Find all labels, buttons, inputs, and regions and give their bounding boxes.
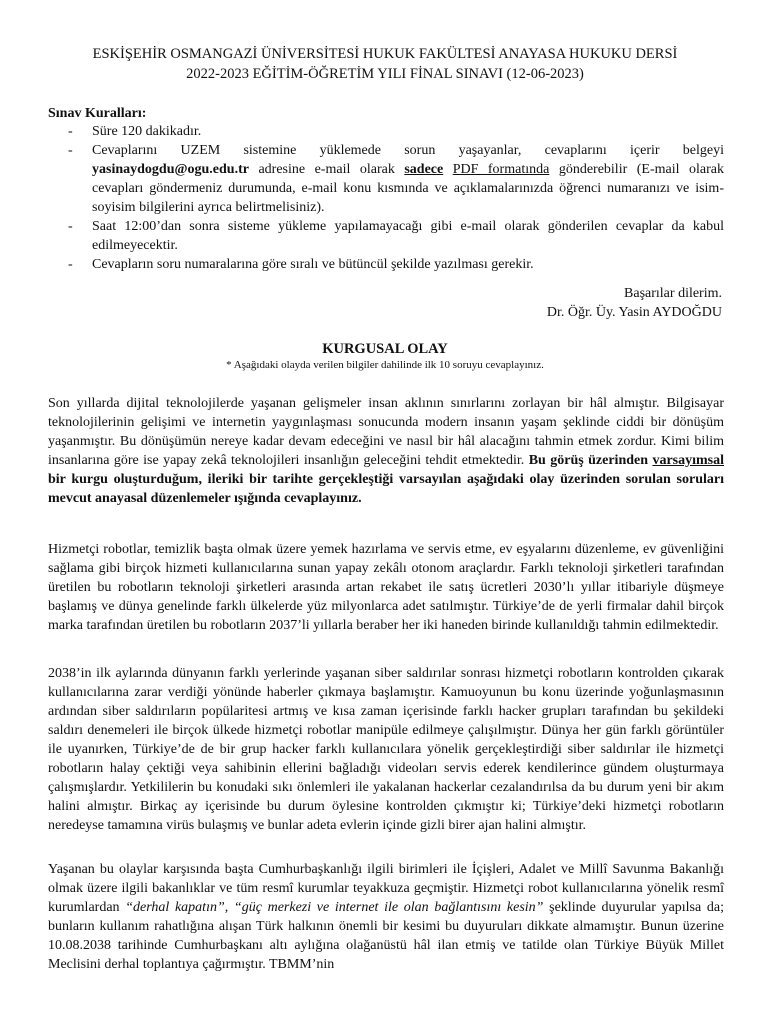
header-exam-line: 2022-2023 EĞİTİM-ÖĞRETİM YILI FİNAL SINAVI (12-06-2023) bbox=[186, 66, 584, 82]
paragraph-robots: Hizmetçi robotlar, temizlik başta olmak üzere yemek hazırlama ve servis etme, ev eşyalarını düzenleme, ev güvenliğini sağlama gibi birçok hizmeti kullanıcılarına sunan yapay zekâlı otonom araçlardır. Farklı teknoloji şirketleri tarafından üretilen bu robotların teknoloji şirketleri arasında artan rekabet ile satış ücretleri 2030’lı yıllar itibariyle düşmeye başlamış ve dünya genelinde farklı ülkelerde yüz milyonlarca adet satılmıştır. Türkiye’de de yerli firmalar dahil birçok marka tarafından üretilen bu robotların 2037’li yıllarla beraber her iki haneden birinde kullanıldığı tahmin edilmektedir. bbox=[48, 542, 724, 633]
signature-text: Dr. Öğr. Üy. Yasin AYDOĞDU bbox=[546, 305, 722, 320]
pdf-format-emphasis: PDF formatında bbox=[452, 162, 550, 177]
rules-list bbox=[48, 122, 724, 274]
header-university-line: ESKİŞEHİR OSMANGAZİ ÜNİVERSİTESİ HUKUK FAKÜLTESİ ANAYASA HUKUKU DERSİ bbox=[92, 46, 678, 62]
contact-email: yasinaydogdu@ogu.edu.tr bbox=[92, 162, 249, 177]
rule-item-email-submission: - Cevaplarını UZEM sistemine yüklemede sorun yaşayanlar, cevaplarını içerir belgeyi yasinaydogdu@ogu.edu.tr adresine e-mail olarak sadece PDF formatında gönderebilir (E-mail olarak cevapları göndermeniz durumunda, e-mail konu kısmında ve açıklamalarınızda öğrenci numaranızı ve isim-soyisim bilgilerini ayrıca belirtmelisiniz). bbox=[48, 141, 724, 217]
document-header bbox=[40, 44, 730, 84]
greeting-text: Başarılar dilerim. bbox=[624, 286, 722, 301]
paragraph-state-response: Yaşanan bu olaylar karşısında başta Cumhurbaşkanlığı ilgili birimleri ile İçişleri, Adalet ve Millî Savunma Bakanlığı olmak üzere ilgili bakanlıklar ve tüm resmî kurumlar teyakkuza geçmiştir. Hizmetçi robot kullanıcılarına yönelik resmî kurumlardan “derhal kapatın”, “güç merkezi ve internet ile olan bağlantısını kesin” şeklinde duyurular yapılsa da; bunların kullanım rahatlığına alışan Türk halkının önemli bir kesimi bu duyuruları dikkate almamıştır. Bunun üzerine 10.08.2038 tarihinde Cumhurbaşkanı altı aylığına olağanüstü hâl ilan etmiş ve tatilde olan Türkiye Büyük Millet Meclisini derhal toplantıya çağırmıştır. TBMM’nin bbox=[48, 862, 724, 972]
section-title: KURGUSAL OLAY bbox=[322, 341, 448, 357]
paragraph-cyber-attacks: 2038’in ilk aylarında dünyanın farklı yerlerinde yaşanan siber saldırılar sonrası hizmetçi robotların kontrolden çıkarak kullanıcılarına zarar verdiği yönünde haberler çıkmaya başlamıştır. Kamuoyunun bu konu üzerinde yoğunlaşmasının ardından siber saldırıların popülaritesi artmış ve kısa zaman içerisinde farklı hacker grupları tarafından bu şekildeki saldırı denemeleri ile birçok ülkede hizmetçi robotlar manipüle edilmeye çalışılmıştır. Dünya her gün farklı görüntüler ile uyanırken, Türkiye’de de bir grup hacker farklı kullanıcılara yönelik gerçekleştirdiği siber saldırılar ile hizmetçi robotların halay çektiği veya sahibinin ellerini bağladığı videoları servis ederek kendilerince gündem oluşturmaya çalışmışlardır. Yetkililerin bu konudaki sıkı önlemleri ile yakalanan hackerlar cezalandırılsa da bu durum yeni bir akım halini almıştır. Birkaç ay içerisinde bu durum öylesine kontrolden çıkmıştır ki; Türkiye’deki hizmetçi robotların neredeyse tamamına virüs bulaşmış ve bunlar adeta evlerin içinde gizli birer ajan halini almıştır. bbox=[48, 666, 724, 833]
only-emphasis: sadece bbox=[404, 162, 444, 177]
rules-title: Sınav Kuralları: bbox=[48, 106, 147, 121]
closing-block bbox=[547, 284, 722, 322]
paragraph-intro: Son yıllarda dijital teknolojilerde yaşanan gelişmeler insan aklının sınırlarını zorlayan bir hâl almıştır. Bilgisayar teknolojilerinin gelişimi ve internetin yaygınlaşması sonucunda modern insanın yaşam şeklinde ciddi bir dönüşüm yaşanmıştır. Bu dönüşümün nereye kadar devam edeceğini ve nasıl bir hâl alacağını tahmin etmek zordur. Kimi bilim insanlarına göre ise yapay zekâ teknolojileri insanlığın geleceğini tehdit etmektedir. Bu görüş üzerinden varsayımsal bir kurgu oluşturduğum, ileriki bir tarihte gerçekleştiği varsayılan aşağıdaki olay üzerinden sorulan soruları mevcut anayasal düzenlemeler ışığında cevaplayınız. bbox=[48, 396, 724, 506]
rule-item-deadline: - Saat 12:00’dan sonra sisteme yükleme yapılamayacağı gibi e-mail olarak gönderilen cevaplar da kabul edilmeyecektir. bbox=[48, 217, 724, 255]
quote-disconnect: “güç merkezi ve internet ile olan bağlantısını kesin” bbox=[233, 900, 544, 915]
section-note: * Aşağıdaki olayda verilen bilgiler dahilinde ilk 10 soruyu cevaplayınız. bbox=[226, 359, 544, 371]
hypothetical-emphasis: varsayımsal bbox=[652, 453, 724, 468]
rule-item-duration: - Süre 120 dakikadır. bbox=[48, 122, 724, 141]
rule-item-answer-order: - Cevapların soru numaralarına göre sıralı ve bütüncül şekilde yazılması gerekir. bbox=[48, 255, 724, 274]
quote-shutdown: “derhal kapatın” bbox=[125, 900, 225, 915]
